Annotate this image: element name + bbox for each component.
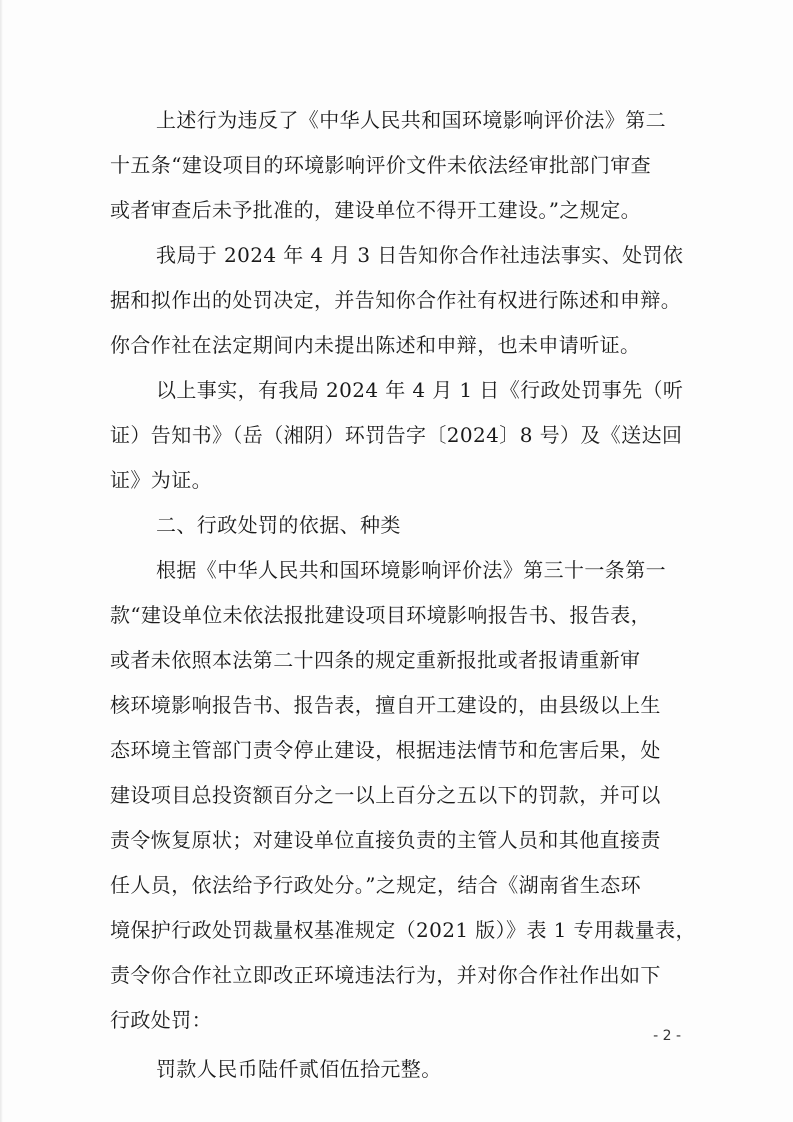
paragraph-2-line-3: 你合作社在法定期间内未提出陈述和申辩，也未申请听证。 — [110, 333, 641, 357]
paragraph-3-line-3: 证》为证。 — [110, 468, 212, 492]
scan-edge — [0, 0, 3, 1122]
paragraph-4-line-1: 根据《中华人民共和国环境影响评价法》第三十一条第一 — [156, 558, 666, 582]
paragraph-4-line-8: 任人员，依法给予行政处分。”之规定，结合《湖南省生态环 — [110, 873, 642, 897]
paragraph-4-line-11: 行政处罚： — [110, 1008, 212, 1032]
paragraph-4-line-7: 责令恢复原状；对建设单位直接负责的主管人员和其他直接责 — [110, 828, 661, 852]
paragraph-1-line-2: 十五条“建设项目的环境影响评价文件未依法经审批部门审查 — [110, 153, 652, 177]
paragraph-4-line-3: 或者未依照本法第二十四条的规定重新报批或者报请重新审 — [110, 648, 641, 672]
paragraph-4-line-4: 核环境影响报告书、报告表，擅自开工建设的，由县级以上生 — [110, 693, 661, 717]
paragraph-1-line-3: 或者审查后未予批准的，建设单位不得开工建设。”之规定。 — [110, 198, 642, 222]
paragraph-4-line-5: 态环境主管部门责令停止建设，根据违法情节和危害后果，处 — [110, 738, 661, 762]
penalty-line: 罚款人民币陆仟贰佰伍拾元整。 — [156, 1057, 442, 1081]
document-body — [110, 98, 695, 1092]
paragraph-1-line-1: 上述行为违反了《中华人民共和国环境影响评价法》第二 — [156, 108, 666, 132]
paragraph-3-line-2: 证）告知书》（岳（湘阴）环罚告字〔2024〕8 号）及《送达回 — [110, 423, 683, 447]
paragraph-4-line-6: 建设项目总投资额百分之一以上百分之五以下的罚款，并可以 — [110, 783, 661, 807]
paragraph-2-line-1: 我局于 2024 年 4 月 3 日告知你合作社违法事实、处罚依 — [156, 243, 684, 267]
paragraph-4-line-10: 责令你合作社立即改正环境违法行为，并对你合作社作出如下 — [110, 963, 661, 987]
section-heading: 二、行政处罚的依据、种类 — [156, 513, 401, 537]
page-number: - 2 - — [653, 1028, 681, 1044]
paragraph-2-line-2: 据和拟作出的处罚决定，并告知你合作社有权进行陈述和申辩。 — [110, 288, 682, 312]
paragraph-3-line-1: 以上事实，有我局 2024 年 4 月 1 日《行政处罚事先（听 — [156, 378, 684, 402]
paragraph-4-line-9: 境保护行政处罚裁量权基准规定（2021 版）》表 1 专用裁量表， — [110, 918, 696, 942]
paragraph-4-line-2: 款“建设单位未依法报批建设项目环境影响报告书、报告表， — [110, 603, 652, 627]
